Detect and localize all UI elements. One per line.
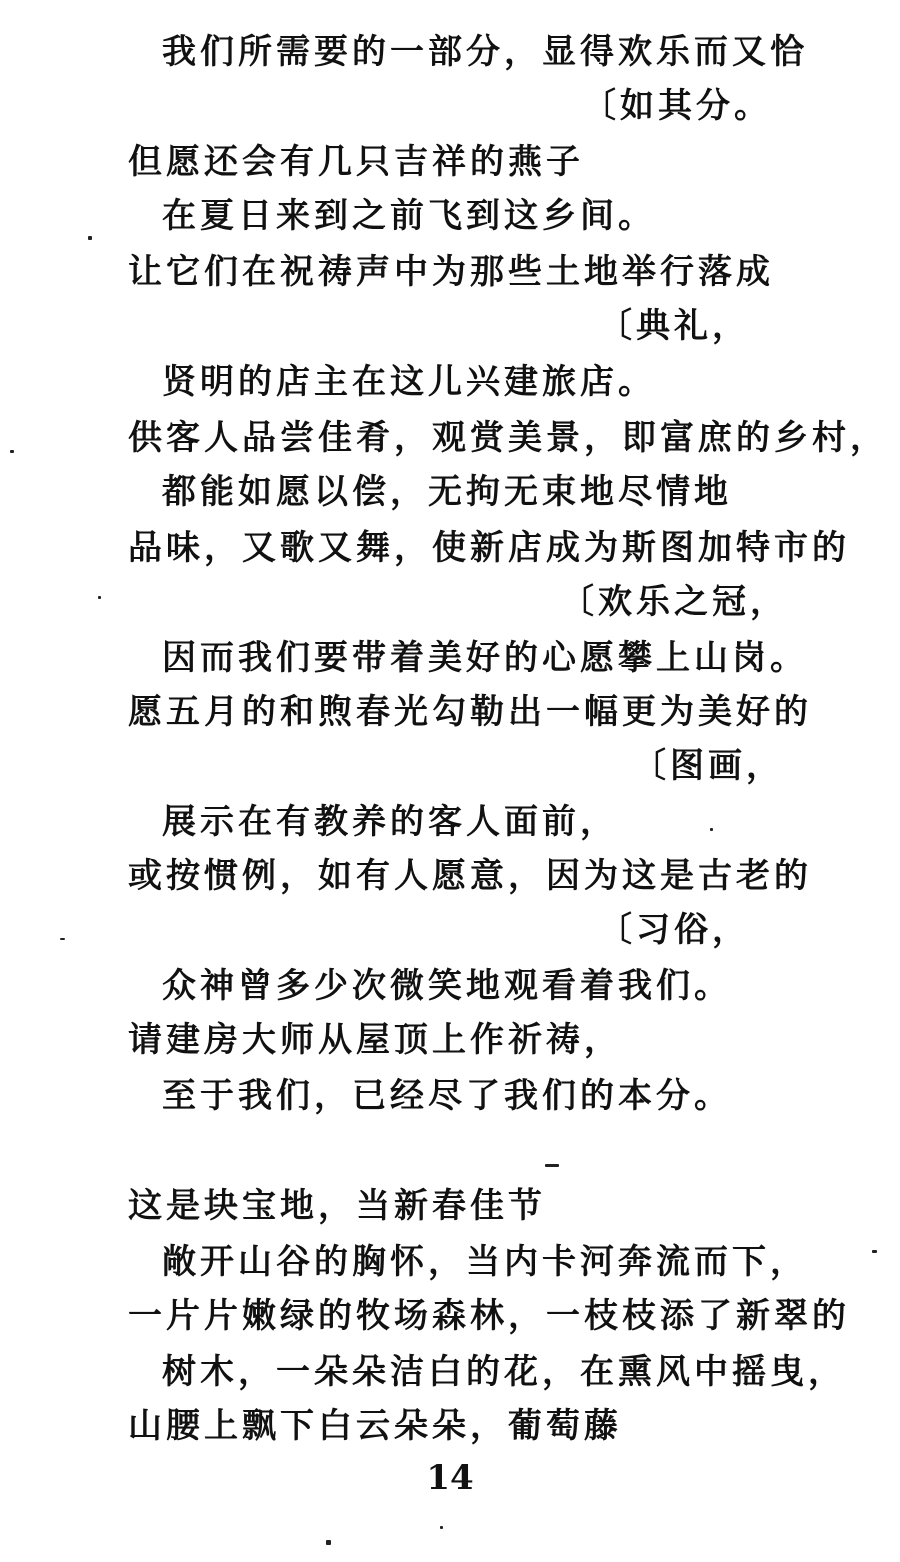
poem-line-2-continuation: 〔如其分。 (582, 86, 772, 126)
poem-line-16: 或按惯例，如有人愿意，因为这是古老的 (128, 856, 812, 896)
scan-speck (440, 1526, 443, 1529)
poem-line-3: 但愿还会有几只吉祥的燕子 (128, 142, 584, 182)
scan-speck (88, 236, 92, 240)
scan-speck (60, 938, 65, 940)
poem-line-11-continuation: 〔欢乐之冠， (560, 582, 788, 622)
poem-line-8: 供客人品尝佳肴，观赏美景，即富庶的乡村， (128, 418, 888, 458)
poem-line-7: 贤明的店主在这儿兴建旅店。 (162, 362, 656, 402)
poem-line-17-continuation: 〔习俗， (598, 910, 750, 950)
poem-line-24: 树木，一朵朵洁白的花，在熏风中摇曳， (162, 1352, 846, 1392)
poem-line-9: 都能如愿以偿，无拘无束地尽情地 (162, 472, 732, 512)
scan-speck (98, 596, 101, 599)
scan-speck (872, 1250, 877, 1253)
poem-line-18: 众神曾多少次微笑地观看着我们。 (162, 966, 732, 1006)
poem-line-12: 因而我们要带着美好的心愿攀上山岗。 (162, 638, 808, 678)
page-number: 14 (426, 1458, 474, 1498)
scan-speck (710, 828, 713, 831)
poem-line-23: 一片片嫩绿的牧场森林，一枝枝添了新翠的 (128, 1296, 850, 1336)
poem-line-15: 展示在有教养的客人面前， (162, 802, 618, 842)
poem-line-1: 我们所需要的一部分，显得欢乐而又恰 (162, 32, 808, 72)
poem-line-13: 愿五月的和煦春光勾勒出一幅更为美好的 (128, 692, 812, 732)
poem-line-19: 请建房大师从屋顶上作祈祷， (128, 1020, 622, 1060)
scan-speck (326, 1540, 331, 1545)
poem-line-4: 在夏日来到之前飞到这乡间。 (162, 196, 656, 236)
scan-speck (545, 1164, 559, 1167)
poem-line-6-continuation: 〔典礼， (598, 306, 750, 346)
poem-line-14-continuation: 〔图画， (632, 746, 784, 786)
poem-line-25: 山腰上飘下白云朵朵，葡萄藤 (128, 1406, 622, 1446)
poem-line-22: 敞开山谷的胸怀，当内卡河奔流而下， (162, 1242, 808, 1282)
poem-line-20: 至于我们，已经尽了我们的本分。 (162, 1076, 732, 1116)
poem-line-21: 这是块宝地，当新春佳节 (128, 1186, 546, 1226)
scan-speck (10, 450, 14, 453)
poem-line-5: 让它们在祝祷声中为那些土地举行落成 (128, 252, 774, 292)
poem-line-10: 品味，又歌又舞，使新店成为斯图加特市的 (128, 528, 850, 568)
